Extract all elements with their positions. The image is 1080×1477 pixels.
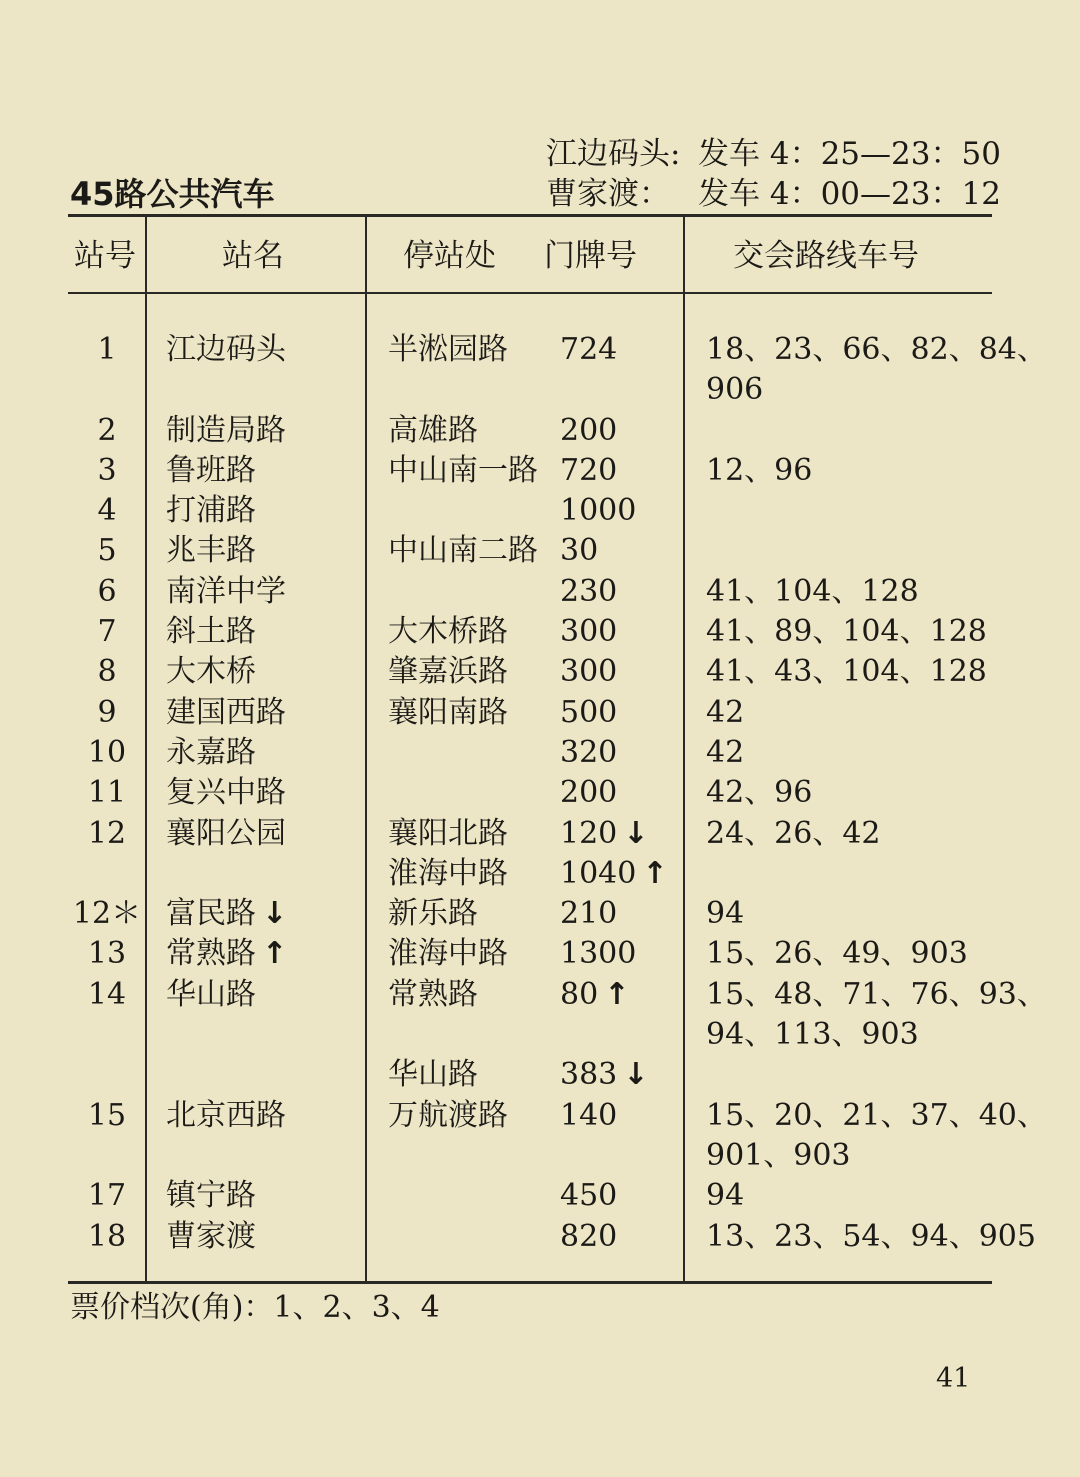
stop-location bbox=[388, 1096, 508, 1136]
station-no-text: 4 bbox=[97, 493, 117, 529]
station-no bbox=[68, 330, 146, 370]
departure-times: 发车 4：00—23：12 bbox=[698, 176, 1001, 212]
station-name bbox=[166, 733, 256, 773]
door-number-text: 300 bbox=[560, 614, 618, 650]
header-connecting-lines: 交会路线车号 bbox=[733, 238, 919, 274]
door-number bbox=[560, 652, 617, 692]
connecting-lines-text: 13、23、54、94、905 bbox=[706, 1218, 1036, 1254]
connecting-lines bbox=[706, 814, 881, 854]
connecting-lines bbox=[706, 1015, 919, 1055]
station-no bbox=[68, 1217, 146, 1257]
departure-times: 发车 4：25—23：50 bbox=[698, 136, 1001, 172]
stop-location-text: 万航渡路 bbox=[388, 1097, 508, 1133]
door-number-text: 820 bbox=[560, 1218, 618, 1254]
station-name bbox=[166, 1217, 256, 1257]
arrow-down-icon: ↓ bbox=[623, 815, 649, 851]
connecting-lines-text: 41、89、104、128 bbox=[706, 614, 987, 650]
station-no bbox=[68, 652, 146, 692]
stop-location bbox=[388, 693, 508, 733]
stop-location-text: 半淞园路 bbox=[388, 332, 508, 367]
station-name-text: 南洋中学 bbox=[166, 573, 286, 609]
stop-location bbox=[388, 531, 538, 571]
door-number bbox=[560, 693, 617, 733]
station-no-text: 12＊ bbox=[72, 896, 142, 932]
stop-location-text: 淮海中路 bbox=[388, 936, 508, 972]
station-name-text: 华山路 bbox=[166, 976, 256, 1012]
stop-location bbox=[388, 411, 478, 451]
station-no bbox=[68, 975, 146, 1015]
station-no-text: 1 bbox=[97, 332, 117, 367]
station-name bbox=[166, 491, 256, 531]
table-row bbox=[0, 1055, 1080, 1095]
stop-location bbox=[388, 975, 478, 1015]
door-number bbox=[560, 814, 648, 854]
door-number-text: 30 bbox=[560, 533, 599, 569]
table-row bbox=[0, 693, 1080, 733]
table-row bbox=[0, 975, 1080, 1015]
connecting-lines-text: 41、104、128 bbox=[706, 573, 919, 609]
connecting-lines bbox=[706, 773, 812, 813]
door-number-text: 200 bbox=[560, 775, 618, 811]
door-number bbox=[560, 975, 629, 1015]
connecting-lines bbox=[706, 1136, 851, 1176]
connecting-lines bbox=[706, 934, 968, 974]
station-no-text: 3 bbox=[97, 452, 117, 488]
table-row bbox=[0, 491, 1080, 531]
door-number-text: 320 bbox=[560, 734, 618, 770]
connecting-lines-text: 15、20、21、37、40、 bbox=[706, 1097, 1047, 1133]
connecting-lines bbox=[706, 733, 744, 773]
station-name-text: 斜土路 bbox=[166, 614, 256, 650]
schedule-line bbox=[546, 172, 1001, 216]
route-title: 45路公共汽车 bbox=[70, 175, 275, 213]
station-no bbox=[68, 733, 146, 773]
connecting-lines bbox=[706, 975, 1047, 1015]
station-name bbox=[166, 330, 286, 370]
door-number bbox=[560, 1055, 648, 1095]
station-no bbox=[68, 411, 146, 451]
stop-location-text: 肇嘉浜路 bbox=[388, 654, 508, 690]
door-number-text: 230 bbox=[560, 573, 618, 609]
station-name-text: 永嘉路 bbox=[166, 734, 256, 770]
door-number-text: 80 bbox=[560, 976, 599, 1012]
station-name-text: 曹家渡 bbox=[166, 1218, 256, 1254]
stop-location bbox=[388, 451, 538, 491]
station-no bbox=[68, 693, 146, 733]
table-body bbox=[0, 330, 1080, 1257]
table-row bbox=[0, 894, 1080, 934]
connecting-lines bbox=[706, 652, 987, 692]
arrow-up-icon: ↑ bbox=[604, 976, 630, 1012]
door-number-text: 210 bbox=[560, 896, 618, 932]
schedule-line bbox=[546, 132, 1001, 176]
door-number-text: 120 bbox=[560, 815, 618, 851]
door-number bbox=[560, 733, 617, 773]
door-number bbox=[560, 854, 668, 894]
station-no bbox=[68, 531, 146, 571]
table-top-rule bbox=[68, 214, 992, 217]
door-number bbox=[560, 773, 617, 813]
station-name-text: 镇宁路 bbox=[166, 1178, 256, 1214]
table-row bbox=[0, 451, 1080, 491]
connecting-lines bbox=[706, 330, 1047, 370]
station-no bbox=[68, 572, 146, 612]
door-number bbox=[560, 411, 617, 451]
table-bottom-rule bbox=[68, 1281, 992, 1284]
connecting-lines-text: 94、113、903 bbox=[706, 1017, 919, 1053]
table-row bbox=[0, 934, 1080, 974]
table-row bbox=[0, 773, 1080, 813]
connecting-lines-text: 42 bbox=[706, 694, 745, 730]
connecting-lines bbox=[706, 451, 812, 491]
stop-location-text: 高雄路 bbox=[388, 412, 478, 448]
station-name bbox=[166, 975, 256, 1015]
terminal-name: 曹家渡： bbox=[546, 176, 670, 212]
arrow-up-icon: ↑ bbox=[642, 855, 668, 891]
station-no-text: 18 bbox=[87, 1218, 127, 1254]
connecting-lines bbox=[706, 894, 744, 934]
station-no bbox=[68, 773, 146, 813]
stop-location bbox=[388, 652, 508, 692]
connecting-lines bbox=[706, 693, 744, 733]
door-number bbox=[560, 934, 636, 974]
door-number-text: 300 bbox=[560, 654, 618, 690]
station-no bbox=[68, 491, 146, 531]
station-name bbox=[166, 572, 286, 612]
stop-location bbox=[388, 894, 478, 934]
station-name bbox=[166, 1176, 256, 1216]
door-number bbox=[560, 572, 617, 612]
connecting-lines bbox=[706, 612, 987, 652]
station-name-text: 襄阳公园 bbox=[166, 815, 286, 851]
table-row bbox=[0, 733, 1080, 773]
stop-location-text: 大木桥路 bbox=[388, 614, 508, 650]
station-no-text: 8 bbox=[97, 654, 117, 690]
page-number: 41 bbox=[936, 1363, 971, 1394]
door-number-text: 1300 bbox=[560, 936, 637, 972]
station-name-text: 兆丰路 bbox=[166, 533, 256, 569]
station-name-text: 复兴中路 bbox=[166, 775, 286, 811]
station-name-text: 打浦路 bbox=[166, 493, 256, 529]
station-name-text: 江边码头 bbox=[166, 332, 286, 367]
connecting-lines bbox=[706, 572, 919, 612]
station-name bbox=[166, 814, 286, 854]
station-no-text: 9 bbox=[97, 694, 117, 730]
stop-location bbox=[388, 612, 508, 652]
station-name bbox=[166, 934, 287, 974]
station-name bbox=[166, 531, 256, 571]
stop-location bbox=[388, 814, 508, 854]
door-number bbox=[560, 1176, 617, 1216]
station-no-text: 14 bbox=[87, 976, 127, 1012]
door-number bbox=[560, 451, 617, 491]
station-name-text: 制造局路 bbox=[166, 412, 286, 448]
door-number-text: 200 bbox=[560, 412, 618, 448]
connecting-lines-text: 901、903 bbox=[706, 1137, 851, 1173]
door-number bbox=[560, 330, 617, 370]
table-row bbox=[0, 1136, 1080, 1176]
connecting-lines-text: 18、23、66、82、84、 bbox=[706, 332, 1047, 367]
station-name bbox=[166, 773, 286, 813]
terminal-name: 江边码头: bbox=[546, 136, 681, 172]
connecting-lines-text: 906 bbox=[706, 372, 764, 408]
station-no-text: 12 bbox=[87, 815, 127, 851]
door-number bbox=[560, 1096, 617, 1136]
connecting-lines-text: 94 bbox=[706, 896, 745, 932]
door-number-text: 383 bbox=[560, 1057, 618, 1093]
station-name bbox=[166, 652, 256, 692]
table-row bbox=[0, 1176, 1080, 1216]
connecting-lines-text: 41、43、104、128 bbox=[706, 654, 987, 690]
door-number bbox=[560, 491, 636, 531]
station-no-text: 13 bbox=[87, 936, 127, 972]
connecting-lines-text: 24、26、42 bbox=[706, 815, 881, 851]
table-row bbox=[0, 612, 1080, 652]
connecting-lines-text: 94 bbox=[706, 1178, 745, 1214]
door-number-text: 1040 bbox=[560, 855, 637, 891]
station-no bbox=[68, 934, 146, 974]
station-no-text: 11 bbox=[87, 775, 127, 811]
connecting-lines-text: 12、96 bbox=[706, 452, 813, 488]
door-number bbox=[560, 1217, 617, 1257]
stop-location bbox=[388, 1055, 478, 1095]
table-header-rule bbox=[68, 292, 992, 294]
station-name-text: 大木桥 bbox=[166, 654, 256, 690]
table-row bbox=[0, 572, 1080, 612]
header-station-no: 站号 bbox=[74, 238, 136, 274]
stop-location-text: 中山南二路 bbox=[388, 533, 538, 569]
station-name-text: 常熟路 bbox=[166, 936, 256, 972]
station-no bbox=[68, 1176, 146, 1216]
station-no-text: 5 bbox=[97, 533, 117, 569]
table-row bbox=[0, 652, 1080, 692]
stop-location bbox=[388, 854, 508, 894]
station-name-text: 鲁班路 bbox=[166, 452, 256, 488]
door-number-text: 140 bbox=[560, 1097, 618, 1133]
table-row bbox=[0, 854, 1080, 894]
stop-location-text: 襄阳北路 bbox=[388, 815, 508, 851]
table-row bbox=[0, 330, 1080, 370]
door-number-text: 500 bbox=[560, 694, 618, 730]
station-name-text: 富民路 bbox=[166, 896, 256, 932]
station-name bbox=[166, 451, 256, 491]
station-name bbox=[166, 411, 286, 451]
table-row bbox=[0, 411, 1080, 451]
connecting-lines bbox=[706, 1217, 1036, 1257]
stop-location-text: 常熟路 bbox=[388, 976, 478, 1012]
station-name bbox=[166, 693, 286, 733]
connecting-lines-text: 15、26、49、903 bbox=[706, 936, 968, 972]
stop-location-text: 新乐路 bbox=[388, 896, 478, 932]
table-row bbox=[0, 1015, 1080, 1055]
stop-location-text: 襄阳南路 bbox=[388, 694, 508, 730]
station-no-text: 10 bbox=[87, 734, 127, 770]
table-row bbox=[0, 370, 1080, 410]
station-no bbox=[68, 451, 146, 491]
door-number-text: 720 bbox=[560, 452, 618, 488]
door-number bbox=[560, 531, 598, 571]
table-row bbox=[0, 1096, 1080, 1136]
door-number-text: 724 bbox=[560, 332, 618, 367]
header-stop-location: 停站处 bbox=[403, 238, 496, 274]
station-no bbox=[68, 894, 146, 934]
station-no-text: 6 bbox=[97, 573, 117, 609]
station-name-text: 北京西路 bbox=[166, 1097, 286, 1133]
door-number-text: 1000 bbox=[560, 493, 637, 529]
fare-levels: 票价档次(角)：1、2、3、4 bbox=[70, 1290, 440, 1325]
stop-location bbox=[388, 934, 508, 974]
connecting-lines bbox=[706, 1096, 1047, 1136]
door-number bbox=[560, 612, 617, 652]
connecting-lines-text: 42、96 bbox=[706, 775, 813, 811]
stop-location-text: 华山路 bbox=[388, 1057, 478, 1093]
arrow-down-icon: ↓ bbox=[262, 896, 288, 932]
station-no-text: 2 bbox=[97, 412, 117, 448]
station-no bbox=[68, 814, 146, 854]
station-name bbox=[166, 1096, 286, 1136]
connecting-lines-text: 15、48、71、76、93、 bbox=[706, 976, 1047, 1012]
connecting-lines-text: 42 bbox=[706, 734, 745, 770]
arrow-down-icon: ↓ bbox=[623, 1057, 649, 1093]
station-no-text: 17 bbox=[87, 1178, 127, 1214]
station-name bbox=[166, 894, 287, 934]
stop-location-text: 中山南一路 bbox=[388, 452, 538, 488]
station-no bbox=[68, 1096, 146, 1136]
station-name bbox=[166, 612, 256, 652]
connecting-lines bbox=[706, 370, 763, 410]
header-station-name: 站名 bbox=[222, 238, 284, 274]
table-row bbox=[0, 1217, 1080, 1257]
arrow-up-icon: ↑ bbox=[262, 936, 288, 972]
station-name-text: 建国西路 bbox=[166, 694, 286, 730]
table-row bbox=[0, 814, 1080, 854]
stop-location bbox=[388, 330, 508, 370]
header-door-number: 门牌号 bbox=[544, 238, 637, 274]
door-number bbox=[560, 894, 617, 934]
station-no-text: 15 bbox=[87, 1097, 127, 1133]
table-row bbox=[0, 531, 1080, 571]
station-no-text: 7 bbox=[97, 614, 117, 650]
door-number-text: 450 bbox=[560, 1178, 618, 1214]
connecting-lines bbox=[706, 1176, 744, 1216]
stop-location-text: 淮海中路 bbox=[388, 855, 508, 891]
station-no bbox=[68, 612, 146, 652]
